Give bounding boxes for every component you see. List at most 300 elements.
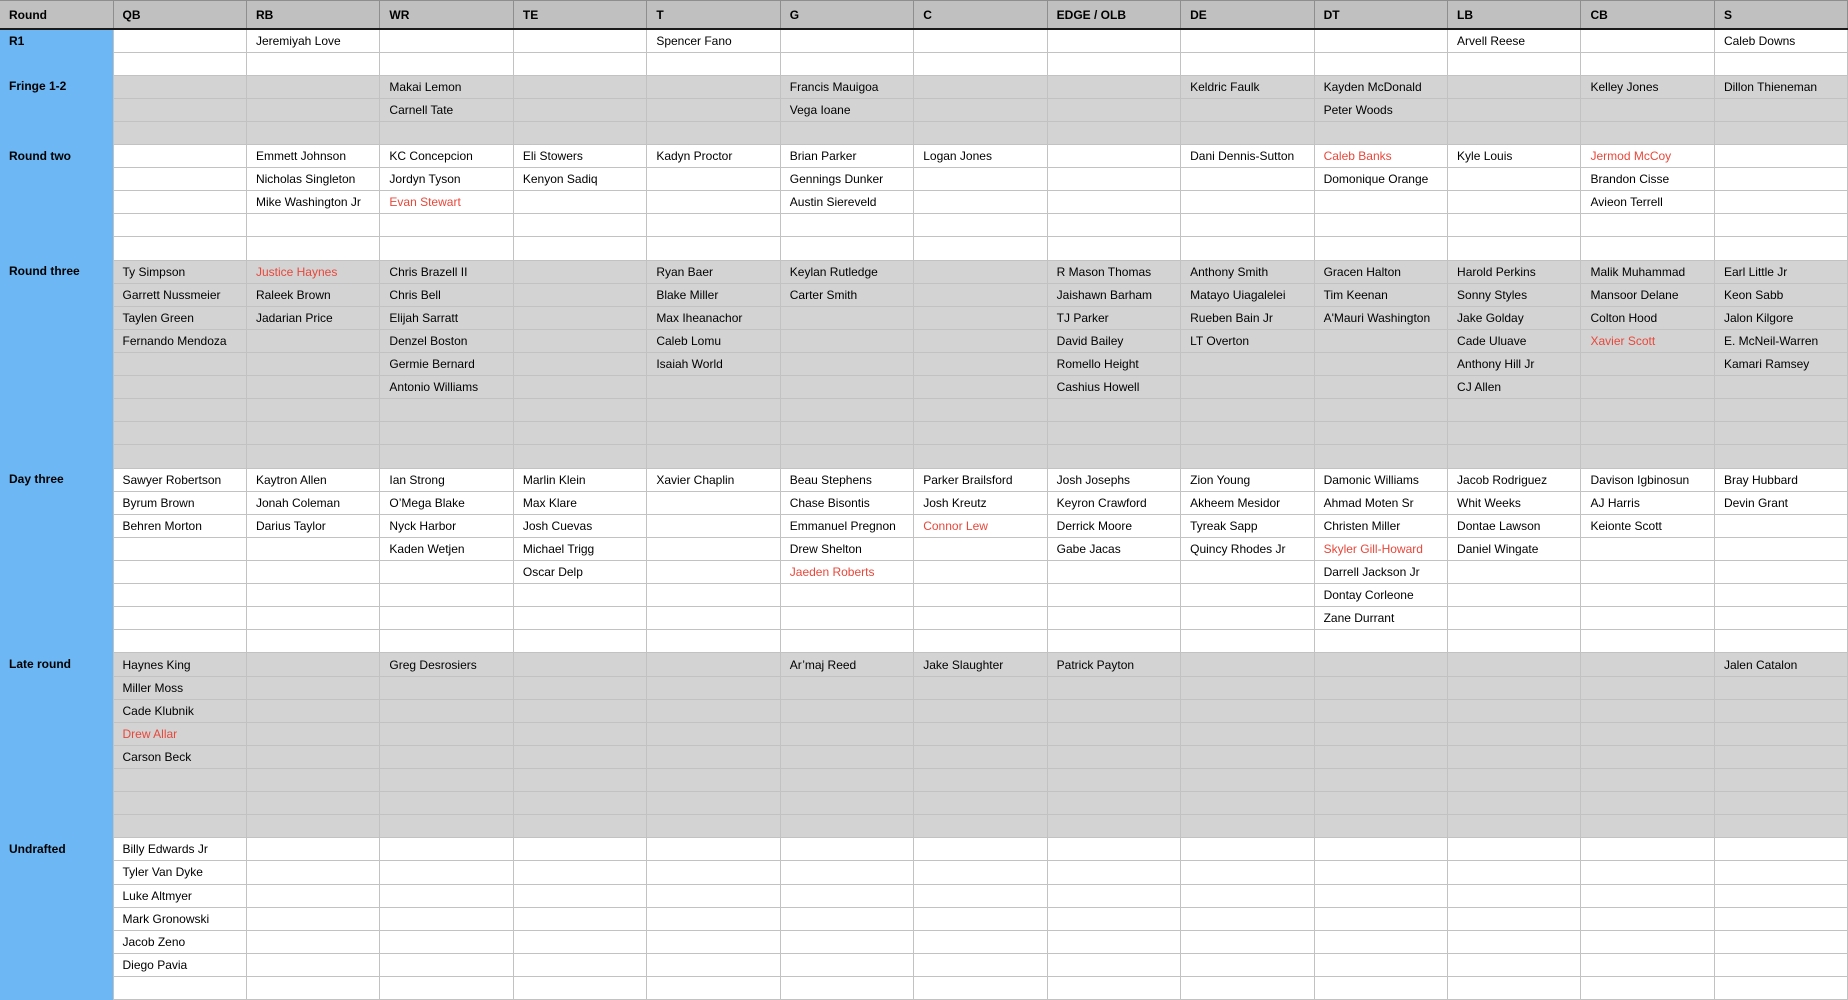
player-cell[interactable] — [1448, 329, 1581, 352]
empty-cell[interactable] — [1047, 422, 1180, 445]
empty-cell[interactable] — [1448, 607, 1581, 630]
empty-cell[interactable] — [380, 630, 513, 653]
empty-cell[interactable] — [380, 445, 513, 468]
empty-cell[interactable] — [647, 838, 780, 861]
empty-cell[interactable] — [1314, 745, 1447, 768]
player-cell[interactable] — [1581, 260, 1714, 283]
player-cell[interactable] — [1181, 491, 1314, 514]
player-cell[interactable] — [1047, 653, 1180, 676]
empty-cell[interactable] — [1714, 769, 1847, 792]
empty-cell[interactable] — [1314, 976, 1447, 999]
empty-cell[interactable] — [1714, 445, 1847, 468]
empty-cell[interactable] — [780, 630, 913, 653]
player-cell[interactable] — [1581, 329, 1714, 352]
empty-cell[interactable] — [513, 52, 646, 75]
empty-cell[interactable] — [780, 399, 913, 422]
empty-cell[interactable] — [780, 237, 913, 260]
player-cell[interactable] — [1047, 329, 1180, 352]
empty-cell[interactable] — [246, 953, 379, 976]
empty-cell[interactable] — [1448, 98, 1581, 121]
empty-cell[interactable] — [1448, 907, 1581, 930]
empty-cell[interactable] — [246, 237, 379, 260]
round-section-cell-r1[interactable] — [0, 29, 113, 75]
empty-cell[interactable] — [647, 537, 780, 560]
empty-cell[interactable] — [246, 422, 379, 445]
empty-cell[interactable] — [1047, 769, 1180, 792]
player-cell[interactable] — [780, 468, 913, 491]
empty-cell[interactable] — [1181, 792, 1314, 815]
empty-cell[interactable] — [914, 445, 1047, 468]
empty-cell[interactable] — [246, 214, 379, 237]
empty-cell[interactable] — [1181, 445, 1314, 468]
player-cell[interactable] — [647, 145, 780, 168]
empty-cell[interactable] — [1181, 52, 1314, 75]
empty-cell[interactable] — [647, 653, 780, 676]
player-cell[interactable] — [1448, 514, 1581, 537]
empty-cell[interactable] — [1181, 907, 1314, 930]
empty-cell[interactable] — [914, 98, 1047, 121]
empty-cell[interactable] — [380, 861, 513, 884]
empty-cell[interactable] — [113, 537, 246, 560]
empty-cell[interactable] — [513, 237, 646, 260]
empty-cell[interactable] — [1581, 838, 1714, 861]
empty-cell[interactable] — [1314, 676, 1447, 699]
player-cell[interactable] — [113, 861, 246, 884]
empty-cell[interactable] — [647, 422, 780, 445]
empty-cell[interactable] — [647, 237, 780, 260]
empty-cell[interactable] — [780, 861, 913, 884]
empty-cell[interactable] — [1581, 29, 1714, 52]
empty-cell[interactable] — [1181, 237, 1314, 260]
player-cell[interactable] — [780, 145, 913, 168]
empty-cell[interactable] — [1181, 98, 1314, 121]
empty-cell[interactable] — [1448, 121, 1581, 144]
player-cell[interactable] — [1181, 145, 1314, 168]
player-cell[interactable] — [513, 145, 646, 168]
empty-cell[interactable] — [1448, 75, 1581, 98]
empty-cell[interactable] — [113, 75, 246, 98]
empty-cell[interactable] — [113, 376, 246, 399]
column-header-dt[interactable]: DT — [1314, 1, 1447, 30]
empty-cell[interactable] — [1047, 145, 1180, 168]
empty-cell[interactable] — [246, 792, 379, 815]
player-cell[interactable] — [246, 306, 379, 329]
empty-cell[interactable] — [1581, 884, 1714, 907]
player-cell[interactable] — [246, 191, 379, 214]
empty-cell[interactable] — [513, 445, 646, 468]
player-cell[interactable] — [1714, 306, 1847, 329]
empty-cell[interactable] — [1448, 584, 1581, 607]
empty-cell[interactable] — [780, 884, 913, 907]
empty-cell[interactable] — [1714, 214, 1847, 237]
empty-cell[interactable] — [513, 769, 646, 792]
empty-cell[interactable] — [1714, 237, 1847, 260]
empty-cell[interactable] — [1314, 121, 1447, 144]
player-cell[interactable] — [380, 537, 513, 560]
player-cell[interactable] — [1314, 75, 1447, 98]
player-cell[interactable] — [113, 722, 246, 745]
empty-cell[interactable] — [1181, 561, 1314, 584]
empty-cell[interactable] — [647, 168, 780, 191]
empty-cell[interactable] — [513, 98, 646, 121]
player-cell[interactable] — [780, 537, 913, 560]
empty-cell[interactable] — [380, 884, 513, 907]
empty-cell[interactable] — [1047, 884, 1180, 907]
empty-cell[interactable] — [1314, 237, 1447, 260]
empty-cell[interactable] — [914, 861, 1047, 884]
empty-cell[interactable] — [1448, 561, 1581, 584]
empty-cell[interactable] — [1314, 815, 1447, 838]
empty-cell[interactable] — [380, 121, 513, 144]
empty-cell[interactable] — [246, 653, 379, 676]
player-cell[interactable] — [1581, 283, 1714, 306]
empty-cell[interactable] — [1714, 630, 1847, 653]
player-cell[interactable] — [380, 468, 513, 491]
empty-cell[interactable] — [1714, 422, 1847, 445]
empty-cell[interactable] — [914, 214, 1047, 237]
empty-cell[interactable] — [1181, 121, 1314, 144]
empty-cell[interactable] — [647, 815, 780, 838]
empty-cell[interactable] — [647, 930, 780, 953]
player-cell[interactable] — [380, 376, 513, 399]
empty-cell[interactable] — [1448, 630, 1581, 653]
empty-cell[interactable] — [246, 676, 379, 699]
empty-cell[interactable] — [780, 953, 913, 976]
player-cell[interactable] — [513, 561, 646, 584]
player-cell[interactable] — [246, 145, 379, 168]
empty-cell[interactable] — [1448, 815, 1581, 838]
round-section-cell-late-round[interactable] — [0, 653, 113, 838]
player-cell[interactable] — [113, 745, 246, 768]
empty-cell[interactable] — [113, 976, 246, 999]
player-cell[interactable] — [1581, 75, 1714, 98]
empty-cell[interactable] — [1448, 953, 1581, 976]
empty-cell[interactable] — [1581, 422, 1714, 445]
player-cell[interactable] — [513, 168, 646, 191]
column-header-c[interactable]: C — [914, 1, 1047, 30]
empty-cell[interactable] — [113, 353, 246, 376]
player-cell[interactable] — [1448, 145, 1581, 168]
player-cell[interactable] — [1448, 353, 1581, 376]
empty-cell[interactable] — [1448, 861, 1581, 884]
empty-cell[interactable] — [647, 976, 780, 999]
player-cell[interactable] — [647, 468, 780, 491]
empty-cell[interactable] — [647, 630, 780, 653]
player-cell[interactable] — [1314, 584, 1447, 607]
player-cell[interactable] — [246, 29, 379, 52]
empty-cell[interactable] — [1448, 838, 1581, 861]
empty-cell[interactable] — [1714, 561, 1847, 584]
empty-cell[interactable] — [647, 792, 780, 815]
empty-cell[interactable] — [647, 191, 780, 214]
column-header-s[interactable]: S — [1714, 1, 1847, 30]
player-cell[interactable] — [113, 329, 246, 352]
player-cell[interactable] — [113, 953, 246, 976]
player-cell[interactable] — [1448, 468, 1581, 491]
player-cell[interactable] — [1181, 306, 1314, 329]
empty-cell[interactable] — [513, 376, 646, 399]
empty-cell[interactable] — [1047, 699, 1180, 722]
empty-cell[interactable] — [1181, 745, 1314, 768]
empty-cell[interactable] — [380, 237, 513, 260]
empty-cell[interactable] — [914, 792, 1047, 815]
player-cell[interactable] — [1047, 306, 1180, 329]
empty-cell[interactable] — [113, 630, 246, 653]
round-section-cell-round-two[interactable] — [0, 145, 113, 261]
empty-cell[interactable] — [780, 306, 913, 329]
player-cell[interactable] — [780, 191, 913, 214]
empty-cell[interactable] — [1448, 792, 1581, 815]
empty-cell[interactable] — [380, 29, 513, 52]
empty-cell[interactable] — [914, 191, 1047, 214]
player-cell[interactable] — [1314, 145, 1447, 168]
empty-cell[interactable] — [914, 953, 1047, 976]
empty-cell[interactable] — [380, 561, 513, 584]
empty-cell[interactable] — [647, 584, 780, 607]
empty-cell[interactable] — [1714, 376, 1847, 399]
player-cell[interactable] — [780, 561, 913, 584]
column-header-wr[interactable]: WR — [380, 1, 513, 30]
empty-cell[interactable] — [513, 976, 646, 999]
empty-cell[interactable] — [246, 537, 379, 560]
round-column-header[interactable]: Round — [0, 1, 113, 30]
empty-cell[interactable] — [1047, 29, 1180, 52]
player-cell[interactable] — [780, 260, 913, 283]
column-header-t[interactable]: T — [647, 1, 780, 30]
empty-cell[interactable] — [780, 792, 913, 815]
empty-cell[interactable] — [1581, 98, 1714, 121]
player-cell[interactable] — [647, 260, 780, 283]
column-header-edge[interactable]: EDGE / OLB — [1047, 1, 1180, 30]
empty-cell[interactable] — [1581, 52, 1714, 75]
empty-cell[interactable] — [1047, 630, 1180, 653]
empty-cell[interactable] — [380, 792, 513, 815]
empty-cell[interactable] — [914, 699, 1047, 722]
empty-cell[interactable] — [1581, 953, 1714, 976]
empty-cell[interactable] — [647, 861, 780, 884]
empty-cell[interactable] — [1714, 168, 1847, 191]
player-cell[interactable] — [1448, 491, 1581, 514]
empty-cell[interactable] — [1714, 861, 1847, 884]
empty-cell[interactable] — [1581, 976, 1714, 999]
empty-cell[interactable] — [513, 214, 646, 237]
player-cell[interactable] — [1181, 260, 1314, 283]
empty-cell[interactable] — [914, 75, 1047, 98]
player-cell[interactable] — [1314, 607, 1447, 630]
empty-cell[interactable] — [380, 815, 513, 838]
empty-cell[interactable] — [246, 75, 379, 98]
empty-cell[interactable] — [1314, 376, 1447, 399]
empty-cell[interactable] — [647, 699, 780, 722]
player-cell[interactable] — [380, 145, 513, 168]
empty-cell[interactable] — [1581, 861, 1714, 884]
player-cell[interactable] — [780, 653, 913, 676]
empty-cell[interactable] — [1581, 792, 1714, 815]
empty-cell[interactable] — [1047, 838, 1180, 861]
empty-cell[interactable] — [513, 607, 646, 630]
player-cell[interactable] — [380, 353, 513, 376]
player-cell[interactable] — [647, 329, 780, 352]
empty-cell[interactable] — [1714, 953, 1847, 976]
empty-cell[interactable] — [380, 838, 513, 861]
empty-cell[interactable] — [1314, 907, 1447, 930]
empty-cell[interactable] — [1581, 537, 1714, 560]
empty-cell[interactable] — [1714, 676, 1847, 699]
empty-cell[interactable] — [647, 376, 780, 399]
empty-cell[interactable] — [1581, 121, 1714, 144]
player-cell[interactable] — [1047, 537, 1180, 560]
player-cell[interactable] — [1581, 145, 1714, 168]
empty-cell[interactable] — [1047, 75, 1180, 98]
empty-cell[interactable] — [246, 353, 379, 376]
empty-cell[interactable] — [647, 722, 780, 745]
empty-cell[interactable] — [780, 52, 913, 75]
round-section-cell-day-three[interactable] — [0, 468, 113, 653]
empty-cell[interactable] — [113, 121, 246, 144]
empty-cell[interactable] — [246, 745, 379, 768]
empty-cell[interactable] — [1314, 29, 1447, 52]
empty-cell[interactable] — [780, 676, 913, 699]
empty-cell[interactable] — [380, 52, 513, 75]
empty-cell[interactable] — [380, 422, 513, 445]
empty-cell[interactable] — [1714, 537, 1847, 560]
empty-cell[interactable] — [1181, 376, 1314, 399]
empty-cell[interactable] — [1714, 121, 1847, 144]
empty-cell[interactable] — [113, 168, 246, 191]
player-cell[interactable] — [380, 260, 513, 283]
empty-cell[interactable] — [113, 422, 246, 445]
player-cell[interactable] — [1047, 468, 1180, 491]
player-cell[interactable] — [1047, 260, 1180, 283]
empty-cell[interactable] — [1581, 376, 1714, 399]
empty-cell[interactable] — [246, 815, 379, 838]
player-cell[interactable] — [1714, 468, 1847, 491]
empty-cell[interactable] — [647, 676, 780, 699]
empty-cell[interactable] — [1314, 214, 1447, 237]
empty-cell[interactable] — [380, 953, 513, 976]
player-cell[interactable] — [246, 491, 379, 514]
column-header-rb[interactable]: RB — [246, 1, 379, 30]
empty-cell[interactable] — [1448, 884, 1581, 907]
round-section-cell-fringe-1-2[interactable] — [0, 75, 113, 144]
player-cell[interactable] — [380, 514, 513, 537]
empty-cell[interactable] — [914, 838, 1047, 861]
empty-cell[interactable] — [513, 653, 646, 676]
player-cell[interactable] — [1448, 306, 1581, 329]
empty-cell[interactable] — [1181, 976, 1314, 999]
player-cell[interactable] — [1714, 653, 1847, 676]
empty-cell[interactable] — [1714, 907, 1847, 930]
player-cell[interactable] — [380, 283, 513, 306]
empty-cell[interactable] — [1047, 722, 1180, 745]
empty-cell[interactable] — [246, 930, 379, 953]
player-cell[interactable] — [246, 260, 379, 283]
empty-cell[interactable] — [647, 607, 780, 630]
player-cell[interactable] — [113, 699, 246, 722]
empty-cell[interactable] — [513, 329, 646, 352]
player-cell[interactable] — [1181, 75, 1314, 98]
empty-cell[interactable] — [1047, 861, 1180, 884]
player-cell[interactable] — [1181, 537, 1314, 560]
empty-cell[interactable] — [647, 745, 780, 768]
empty-cell[interactable] — [1581, 214, 1714, 237]
player-cell[interactable] — [380, 329, 513, 352]
empty-cell[interactable] — [1448, 930, 1581, 953]
empty-cell[interactable] — [1047, 792, 1180, 815]
empty-cell[interactable] — [1448, 52, 1581, 75]
player-cell[interactable] — [914, 491, 1047, 514]
empty-cell[interactable] — [914, 260, 1047, 283]
empty-cell[interactable] — [1714, 514, 1847, 537]
empty-cell[interactable] — [246, 699, 379, 722]
empty-cell[interactable] — [1581, 676, 1714, 699]
empty-cell[interactable] — [914, 722, 1047, 745]
empty-cell[interactable] — [1714, 607, 1847, 630]
empty-cell[interactable] — [1047, 121, 1180, 144]
empty-cell[interactable] — [1181, 191, 1314, 214]
empty-cell[interactable] — [647, 884, 780, 907]
empty-cell[interactable] — [1448, 745, 1581, 768]
empty-cell[interactable] — [380, 745, 513, 768]
empty-cell[interactable] — [1181, 399, 1314, 422]
empty-cell[interactable] — [914, 815, 1047, 838]
empty-cell[interactable] — [1181, 953, 1314, 976]
empty-cell[interactable] — [1181, 29, 1314, 52]
player-cell[interactable] — [1047, 283, 1180, 306]
empty-cell[interactable] — [113, 52, 246, 75]
empty-cell[interactable] — [914, 907, 1047, 930]
empty-cell[interactable] — [914, 676, 1047, 699]
player-cell[interactable] — [1181, 283, 1314, 306]
empty-cell[interactable] — [1181, 722, 1314, 745]
player-cell[interactable] — [113, 306, 246, 329]
empty-cell[interactable] — [1314, 953, 1447, 976]
player-cell[interactable] — [113, 907, 246, 930]
empty-cell[interactable] — [914, 121, 1047, 144]
empty-cell[interactable] — [246, 399, 379, 422]
player-cell[interactable] — [1314, 537, 1447, 560]
player-cell[interactable] — [380, 75, 513, 98]
empty-cell[interactable] — [246, 121, 379, 144]
empty-cell[interactable] — [1181, 353, 1314, 376]
empty-cell[interactable] — [1314, 329, 1447, 352]
empty-cell[interactable] — [647, 121, 780, 144]
player-cell[interactable] — [1181, 514, 1314, 537]
empty-cell[interactable] — [1714, 584, 1847, 607]
empty-cell[interactable] — [1181, 214, 1314, 237]
player-cell[interactable] — [1714, 329, 1847, 352]
player-cell[interactable] — [647, 29, 780, 52]
empty-cell[interactable] — [780, 907, 913, 930]
empty-cell[interactable] — [914, 353, 1047, 376]
empty-cell[interactable] — [513, 745, 646, 768]
empty-cell[interactable] — [1314, 445, 1447, 468]
empty-cell[interactable] — [380, 584, 513, 607]
empty-cell[interactable] — [780, 422, 913, 445]
player-cell[interactable] — [1047, 376, 1180, 399]
empty-cell[interactable] — [1448, 653, 1581, 676]
empty-cell[interactable] — [780, 930, 913, 953]
player-cell[interactable] — [1314, 491, 1447, 514]
column-header-de[interactable]: DE — [1181, 1, 1314, 30]
empty-cell[interactable] — [647, 769, 780, 792]
empty-cell[interactable] — [1581, 445, 1714, 468]
empty-cell[interactable] — [113, 607, 246, 630]
empty-cell[interactable] — [1581, 699, 1714, 722]
player-cell[interactable] — [1714, 491, 1847, 514]
player-cell[interactable] — [513, 537, 646, 560]
empty-cell[interactable] — [1047, 930, 1180, 953]
